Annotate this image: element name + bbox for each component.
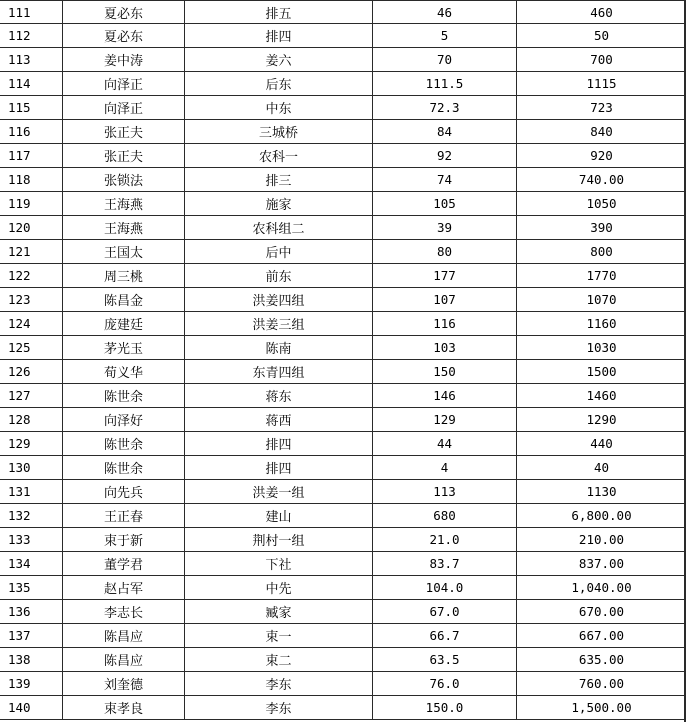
- quantity-cell[interactable]: 104.0: [372, 576, 516, 599]
- amount-cell[interactable]: 1,040.00: [516, 576, 686, 599]
- row-number-cell[interactable]: 116: [8, 124, 31, 139]
- amount-cell[interactable]: 1,500.00: [516, 696, 686, 719]
- location-cell[interactable]: 蒋东: [184, 384, 372, 407]
- row-number-cell[interactable]: 113: [8, 52, 31, 67]
- location-cell[interactable]: 农科一: [184, 144, 372, 167]
- row-number-cell[interactable]: 125: [8, 340, 31, 355]
- table-row: [0, 336, 684, 360]
- quantity-cell[interactable]: 105: [372, 192, 516, 215]
- row-number-cell[interactable]: 140: [8, 700, 31, 715]
- table-row: [0, 360, 684, 384]
- amount-cell[interactable]: 6,800.00: [516, 504, 686, 527]
- quantity-cell[interactable]: 21.0: [372, 528, 516, 551]
- name-cell[interactable]: 庞建廷: [62, 312, 184, 335]
- table-row: [0, 408, 684, 432]
- quantity-cell[interactable]: 44: [372, 432, 516, 455]
- quantity-cell[interactable]: 680: [372, 504, 516, 527]
- table-row: [0, 216, 684, 240]
- row-number-cell[interactable]: 121: [8, 244, 31, 259]
- row-number-cell[interactable]: 118: [8, 172, 31, 187]
- name-cell[interactable]: 陈昌金: [62, 288, 184, 311]
- row-number-cell[interactable]: 112: [8, 28, 31, 43]
- location-cell[interactable]: 姜六: [184, 48, 372, 71]
- amount-cell[interactable]: 1460: [516, 384, 686, 407]
- name-cell[interactable]: 陈昌应: [62, 648, 184, 671]
- name-cell[interactable]: 王海燕: [62, 216, 184, 239]
- quantity-cell[interactable]: 74: [372, 168, 516, 191]
- amount-cell[interactable]: 1030: [516, 336, 686, 359]
- row-number-cell[interactable]: 111: [8, 4, 31, 20]
- name-cell[interactable]: 王国太: [62, 240, 184, 263]
- location-cell[interactable]: 陈南: [184, 336, 372, 359]
- row-number-cell[interactable]: 130: [8, 460, 31, 475]
- amount-cell[interactable]: 1115: [516, 72, 686, 95]
- amount-cell[interactable]: 1770: [516, 264, 686, 287]
- location-cell[interactable]: 束二: [184, 648, 372, 671]
- quantity-cell[interactable]: 4: [372, 456, 516, 479]
- location-cell[interactable]: 农科组二: [184, 216, 372, 239]
- row-number-cell[interactable]: 119: [8, 196, 31, 211]
- table-row: [0, 144, 684, 168]
- table-row: [0, 600, 684, 624]
- table-row: [0, 576, 684, 600]
- amount-cell[interactable]: 840: [516, 120, 686, 143]
- amount-cell[interactable]: 635.00: [516, 648, 686, 671]
- location-cell[interactable]: 排四: [184, 24, 372, 47]
- table-row: [0, 456, 684, 480]
- amount-cell[interactable]: 1130: [516, 480, 686, 503]
- name-cell[interactable]: 张正夫: [62, 120, 184, 143]
- row-number-cell[interactable]: 133: [8, 532, 31, 547]
- quantity-cell[interactable]: 111.5: [372, 72, 516, 95]
- table-row: [0, 192, 684, 216]
- location-cell[interactable]: 荆村一组: [184, 528, 372, 551]
- amount-cell[interactable]: 800: [516, 240, 686, 263]
- location-cell[interactable]: 洪姜四组: [184, 288, 372, 311]
- quantity-cell[interactable]: 150: [372, 360, 516, 383]
- name-cell[interactable]: 向泽好: [62, 408, 184, 431]
- amount-cell[interactable]: 1290: [516, 408, 686, 431]
- amount-cell[interactable]: 390: [516, 216, 686, 239]
- row-number-cell[interactable]: 136: [8, 604, 31, 619]
- quantity-cell[interactable]: 46: [372, 1, 516, 23]
- quantity-cell[interactable]: 113: [372, 480, 516, 503]
- amount-cell[interactable]: 1500: [516, 360, 686, 383]
- amount-cell[interactable]: 460: [516, 1, 686, 23]
- quantity-cell[interactable]: 63.5: [372, 648, 516, 671]
- name-cell[interactable]: 姜中涛: [62, 48, 184, 71]
- row-number-cell[interactable]: 134: [8, 556, 31, 571]
- amount-cell[interactable]: 40: [516, 456, 686, 479]
- table-row: [0, 72, 684, 96]
- name-cell[interactable]: 张正夫: [62, 144, 184, 167]
- location-cell[interactable]: 后中: [184, 240, 372, 263]
- name-cell[interactable]: 陈昌应: [62, 624, 184, 647]
- row-number-cell[interactable]: 115: [8, 100, 31, 115]
- row-number-cell[interactable]: 135: [8, 580, 31, 595]
- quantity-cell[interactable]: 67.0: [372, 600, 516, 623]
- location-cell[interactable]: 臧家: [184, 600, 372, 623]
- name-cell[interactable]: 王正春: [62, 504, 184, 527]
- quantity-cell[interactable]: 5: [372, 24, 516, 47]
- location-cell[interactable]: 李东: [184, 696, 372, 719]
- quantity-cell[interactable]: 107: [372, 288, 516, 311]
- name-cell[interactable]: 夏必东: [62, 24, 184, 47]
- location-cell[interactable]: 三城桥: [184, 120, 372, 143]
- table-row: [0, 504, 684, 528]
- table-row: [0, 432, 684, 456]
- table-row: [0, 264, 684, 288]
- row-number-cell[interactable]: 126: [8, 364, 31, 379]
- name-cell[interactable]: 束孝良: [62, 696, 184, 719]
- location-cell[interactable]: 建山: [184, 504, 372, 527]
- quantity-cell[interactable]: 116: [372, 312, 516, 335]
- location-cell[interactable]: 洪姜三组: [184, 312, 372, 335]
- table-row: [0, 672, 684, 696]
- name-cell[interactable]: 茅光玉: [62, 336, 184, 359]
- quantity-cell[interactable]: 84: [372, 120, 516, 143]
- amount-cell[interactable]: 1160: [516, 312, 686, 335]
- amount-cell[interactable]: 760.00: [516, 672, 686, 695]
- table-row: [0, 240, 684, 264]
- row-number-cell[interactable]: 123: [8, 292, 31, 307]
- table-row: [0, 312, 684, 336]
- row-number-cell[interactable]: 124: [8, 316, 31, 331]
- name-cell[interactable]: 陈世余: [62, 456, 184, 479]
- table-row: [0, 696, 684, 720]
- quantity-cell[interactable]: 76.0: [372, 672, 516, 695]
- location-cell[interactable]: 东青四组: [184, 360, 372, 383]
- name-cell[interactable]: 张锁法: [62, 168, 184, 191]
- name-cell[interactable]: 束于新: [62, 528, 184, 551]
- amount-cell[interactable]: 723: [516, 96, 686, 119]
- amount-cell[interactable]: 210.00: [516, 528, 686, 551]
- table-row: [0, 528, 684, 552]
- table-row: [0, 480, 684, 504]
- name-cell[interactable]: 刘奎德: [62, 672, 184, 695]
- location-cell[interactable]: 洪姜一组: [184, 480, 372, 503]
- quantity-cell[interactable]: 66.7: [372, 624, 516, 647]
- row-number-cell[interactable]: 137: [8, 628, 31, 643]
- location-cell[interactable]: 下社: [184, 552, 372, 575]
- table-row: [0, 288, 684, 312]
- amount-cell[interactable]: 670.00: [516, 600, 686, 623]
- table-row: [0, 0, 684, 24]
- quantity-cell[interactable]: 150.0: [372, 696, 516, 719]
- quantity-cell[interactable]: 83.7: [372, 552, 516, 575]
- row-number-cell[interactable]: 129: [8, 436, 31, 451]
- location-cell[interactable]: 李东: [184, 672, 372, 695]
- amount-cell[interactable]: 1050: [516, 192, 686, 215]
- location-cell[interactable]: 前东: [184, 264, 372, 287]
- quantity-cell[interactable]: 103: [372, 336, 516, 359]
- location-cell[interactable]: 排三: [184, 168, 372, 191]
- row-number-cell[interactable]: 122: [8, 268, 31, 283]
- row-number-cell[interactable]: 127: [8, 388, 31, 403]
- row-number-cell[interactable]: 131: [8, 484, 31, 499]
- location-cell[interactable]: 施家: [184, 192, 372, 215]
- table-row: [0, 624, 684, 648]
- location-cell[interactable]: 后东: [184, 72, 372, 95]
- quantity-cell[interactable]: 70: [372, 48, 516, 71]
- quantity-cell[interactable]: 72.3: [372, 96, 516, 119]
- table-row: [0, 96, 684, 120]
- name-cell[interactable]: 董学君: [62, 552, 184, 575]
- table-row: [0, 552, 684, 576]
- name-cell[interactable]: 向泽正: [62, 96, 184, 119]
- row-number-cell[interactable]: 138: [8, 652, 31, 667]
- location-cell[interactable]: 排五: [184, 1, 372, 23]
- quantity-cell[interactable]: 80: [372, 240, 516, 263]
- row-number-cell[interactable]: 132: [8, 508, 31, 523]
- row-number-cell[interactable]: 120: [8, 220, 31, 235]
- table-row: [0, 120, 684, 144]
- table-row: [0, 48, 684, 72]
- amount-cell[interactable]: 740.00: [516, 168, 686, 191]
- table-row: [0, 648, 684, 672]
- row-number-cell[interactable]: 117: [8, 148, 31, 163]
- name-cell[interactable]: 周三桃: [62, 264, 184, 287]
- amount-cell[interactable]: 50: [516, 24, 686, 47]
- quantity-cell[interactable]: 146: [372, 384, 516, 407]
- name-cell[interactable]: 夏必东: [62, 1, 184, 23]
- amount-cell[interactable]: 920: [516, 144, 686, 167]
- name-cell[interactable]: 向泽正: [62, 72, 184, 95]
- table-row: [0, 384, 684, 408]
- quantity-cell[interactable]: 39: [372, 216, 516, 239]
- quantity-cell[interactable]: 92: [372, 144, 516, 167]
- location-cell[interactable]: 中东: [184, 96, 372, 119]
- name-cell[interactable]: 陈世余: [62, 432, 184, 455]
- amount-cell[interactable]: 667.00: [516, 624, 686, 647]
- name-cell[interactable]: 李志长: [62, 600, 184, 623]
- location-cell[interactable]: 排四: [184, 456, 372, 479]
- name-cell[interactable]: 王海燕: [62, 192, 184, 215]
- amount-cell[interactable]: 1070: [516, 288, 686, 311]
- name-cell[interactable]: 向先兵: [62, 480, 184, 503]
- row-number-cell[interactable]: 128: [8, 412, 31, 427]
- location-cell[interactable]: 中先: [184, 576, 372, 599]
- name-cell[interactable]: 陈世余: [62, 384, 184, 407]
- quantity-cell[interactable]: 177: [372, 264, 516, 287]
- amount-cell[interactable]: 837.00: [516, 552, 686, 575]
- amount-cell[interactable]: 440: [516, 432, 686, 455]
- location-cell[interactable]: 蒋西: [184, 408, 372, 431]
- amount-cell[interactable]: 700: [516, 48, 686, 71]
- location-cell[interactable]: 束一: [184, 624, 372, 647]
- table-row: [0, 24, 684, 48]
- table-row: [0, 168, 684, 192]
- name-cell[interactable]: 荀义华: [62, 360, 184, 383]
- row-number-cell[interactable]: 139: [8, 676, 31, 691]
- quantity-cell[interactable]: 129: [372, 408, 516, 431]
- row-number-cell[interactable]: 114: [8, 76, 31, 91]
- name-cell[interactable]: 赵占军: [62, 576, 184, 599]
- location-cell[interactable]: 排四: [184, 432, 372, 455]
